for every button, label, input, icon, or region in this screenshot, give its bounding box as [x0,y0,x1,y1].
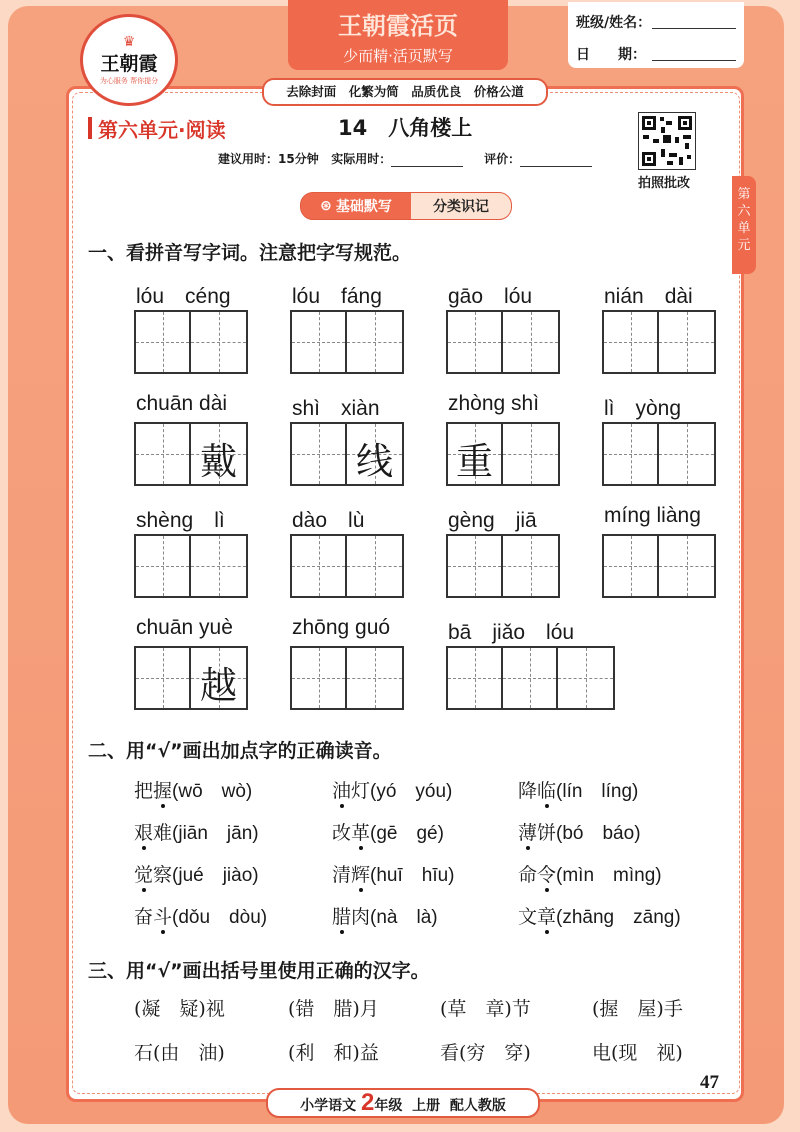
writing-cell[interactable] [292,424,347,484]
word-char: 奋 [134,906,154,928]
pinyin-prompt: dào lù [292,509,365,532]
reading-item [332,902,438,929]
writing-grid [446,534,560,598]
reading-options[interactable]: (wō wò) [172,781,253,802]
char-choice-item[interactable]: (凝 疑)视 [134,998,225,1020]
writing-grid [290,310,404,374]
writing-grid [446,646,615,710]
word-char: 薄 [518,822,537,844]
series-subtitle: 少而精·活页默写 [343,47,453,65]
emphasis-dot [545,930,549,934]
writing-cell[interactable] [604,536,659,596]
word-char: 肉 [351,906,371,928]
pinyin-prompt: lóu fáng [292,285,382,308]
reading-options[interactable]: (mìn mìng) [556,865,662,886]
pinyin-prompt: chuān dài [136,392,228,415]
reading-options[interactable]: (zhāng zāng) [556,907,681,928]
reading-options[interactable]: (dǒu dòu) [172,907,268,928]
actual-time-field[interactable] [391,152,463,167]
writing-cell[interactable] [191,312,246,372]
logo-brand: 王朝霞 [100,52,158,75]
reading-item [332,818,444,845]
footer-grade-num: 2 [361,1089,375,1116]
word-char: 油 [332,780,351,802]
writing-cell[interactable] [292,312,347,372]
writing-grid [134,534,248,598]
emphasis-dot [545,804,549,808]
word-char: 难 [153,822,173,844]
pinyin-prompt: gāo lóu [448,285,533,308]
pinyin-prompt: shèng lì [136,509,225,532]
pinyin-prompt: nián dài [604,285,693,308]
reading-item [134,860,259,887]
reading-options[interactable]: (jiān jān) [172,823,259,844]
slogan: 去除封面 化繁为简 品质优良 价格公道 [262,78,548,106]
reading-item [518,860,662,887]
q2-prompt: 二、用“√”画出加点字的正确读音。 [88,740,392,762]
word-char: 清 [332,864,352,886]
writing-grid [602,310,716,374]
pinyin-prompt: lóu céng [136,285,231,308]
qr-code-icon[interactable] [638,112,696,170]
time-info [218,150,592,167]
word-char: 饼 [537,822,557,844]
emphasis-dot [161,804,165,808]
word-char: 觉 [134,864,153,886]
writing-cell[interactable] [659,424,714,484]
writing-cell[interactable] [136,648,191,708]
brand-logo [80,14,178,106]
reading-options[interactable]: (huī hīu) [370,865,455,886]
word-char: 察 [153,864,173,886]
writing-cell[interactable] [503,424,558,484]
reading-options[interactable]: (nà là) [370,907,438,928]
writing-cell[interactable] [448,648,503,708]
word-char: 斗 [153,906,172,928]
writing-cell[interactable] [191,648,246,708]
qr-label: 拍照批改 [638,176,691,191]
writing-grid [290,422,404,486]
footer-edition: 配人教版 [449,1098,506,1114]
emphasis-dot [545,888,549,892]
char-choice-item[interactable]: (握 屋)手 [592,998,683,1020]
writing-grid [290,646,404,710]
pinyin-prompt: shì xiàn [292,397,380,420]
date-label: 日 期： [576,47,646,63]
writing-cell[interactable] [292,648,347,708]
char-choice-item[interactable]: 石(由 油) [134,1042,225,1064]
side-tab-label: 第六单元 [737,187,751,253]
page-number: 47 [700,1072,719,1093]
writing-cell[interactable] [604,424,659,484]
writing-cell[interactable] [347,536,402,596]
student-info-box [568,2,744,68]
series-banner [288,0,508,70]
writing-cell[interactable] [448,424,503,484]
pinyin-prompt: bā jiǎo lóu [448,621,575,644]
reading-item [518,902,681,929]
emphasis-dot [359,888,363,892]
writing-grid [602,534,716,598]
writing-cell[interactable] [448,536,503,596]
reading-options[interactable]: (yó yóu) [370,781,453,802]
word-char: 章 [537,906,556,928]
reading-item [134,818,259,845]
char-choice-item[interactable]: 看(穷 穿) [440,1042,531,1064]
char-choice-item[interactable]: (草 章)节 [440,998,531,1020]
q1-prompt: 一、看拼音写字词。注意把字写规范。 [88,242,412,264]
word-char: 降 [518,780,538,802]
writing-grid [602,422,716,486]
prefilled-char: 重 [456,440,493,483]
writing-cell[interactable] [136,424,191,484]
medal-icon: ⊛ [320,198,332,214]
date-field[interactable] [652,60,736,61]
word-char: 把 [134,780,154,802]
reading-item [332,860,455,887]
char-choice-item[interactable]: 电(现 视) [592,1042,683,1064]
q3-prompt: 三、用“√”画出括号里使用正确的汉字。 [88,960,430,982]
reading-options[interactable]: (bó báo) [556,823,641,844]
unit-marker [88,117,92,139]
reading-options[interactable]: (gē gé) [370,823,444,844]
word-char: 革 [351,822,370,844]
writing-grid [134,310,248,374]
char-choice-item[interactable]: (错 腊)月 [288,998,379,1020]
writing-grid [446,310,560,374]
class-name-field[interactable] [652,28,736,29]
emphasis-dot [359,846,363,850]
writing-cell[interactable] [136,536,191,596]
word-char: 艰 [134,822,153,844]
word-char: 辉 [351,864,370,886]
writing-cell[interactable] [659,536,714,596]
writing-cell[interactable] [191,536,246,596]
writing-cell[interactable] [448,312,503,372]
reading-item [332,776,452,803]
reading-options[interactable]: (lín líng) [556,781,639,802]
word-char: 令 [537,864,556,886]
prefilled-char: 越 [200,664,237,707]
writing-cell[interactable] [659,312,714,372]
emphasis-dot [161,930,165,934]
footer-info [266,1088,540,1118]
reading-item [134,776,252,803]
section-heading [300,192,512,220]
class-name-label: 班级/姓名： [576,15,652,31]
pinyin-prompt: gèng jiā [448,509,537,532]
side-tab-unit [732,176,756,274]
writing-cell[interactable] [347,312,402,372]
writing-cell[interactable] [136,312,191,372]
footer-grade-unit: 年级 [374,1098,403,1114]
reading-item [518,818,641,845]
logo-sub: 为心服务 帮你提分 [99,76,159,85]
pinyin-prompt: chuān yuè [136,616,233,639]
writing-grid [134,422,248,486]
reading-options[interactable]: (jué jiào) [172,865,259,886]
writing-grid [134,646,248,710]
writing-grid [290,534,404,598]
lesson-title: 14 八角楼上 [338,116,473,140]
writing-cell[interactable] [347,648,402,708]
emphasis-dot [526,846,530,850]
evaluation-field[interactable] [520,152,592,167]
section-sub: 分类识记 [411,193,511,219]
pinyin-prompt: zhòng shì [448,392,540,415]
emphasis-dot [142,846,146,850]
pinyin-prompt: zhōng guó [292,616,391,639]
writing-cell[interactable] [347,424,402,484]
writing-cell[interactable] [503,648,558,708]
footer-volume: 上册 [412,1098,441,1114]
crown-icon: ♛ [122,33,136,50]
word-char: 文 [518,906,538,928]
prefilled-char: 线 [356,440,393,483]
actual-time-label: 实际用时： [331,152,392,166]
word-char: 灯 [351,780,371,802]
reading-item [134,902,267,929]
section-main: 基础默写 [335,199,392,215]
pinyin-prompt: míng liàng [604,504,701,527]
writing-grid [446,422,560,486]
writing-cell[interactable] [503,536,558,596]
reading-item [518,776,638,803]
footer-subject: 小学语文 [300,1098,357,1114]
word-char: 命 [518,864,538,886]
writing-cell[interactable] [503,312,558,372]
writing-cell[interactable] [558,648,613,708]
suggested-time: 建议用时：15分钟 [218,152,319,166]
emphasis-dot [340,804,344,808]
writing-cell[interactable] [604,312,659,372]
emphasis-dot [340,930,344,934]
word-char: 腊 [332,906,351,928]
word-char: 临 [537,780,556,802]
writing-cell[interactable] [292,536,347,596]
writing-cell[interactable] [191,424,246,484]
prefilled-char: 戴 [200,440,237,483]
emphasis-dot [142,888,146,892]
char-choice-item[interactable]: (利 和)益 [288,1042,379,1064]
word-char: 改 [332,822,352,844]
pinyin-prompt: lì yòng [604,397,682,420]
series-title: 王朝霞活页 [338,11,458,40]
word-char: 握 [153,780,172,802]
evaluation-label: 评价： [484,152,521,166]
unit-title: 第六单元·阅读 [98,118,226,142]
